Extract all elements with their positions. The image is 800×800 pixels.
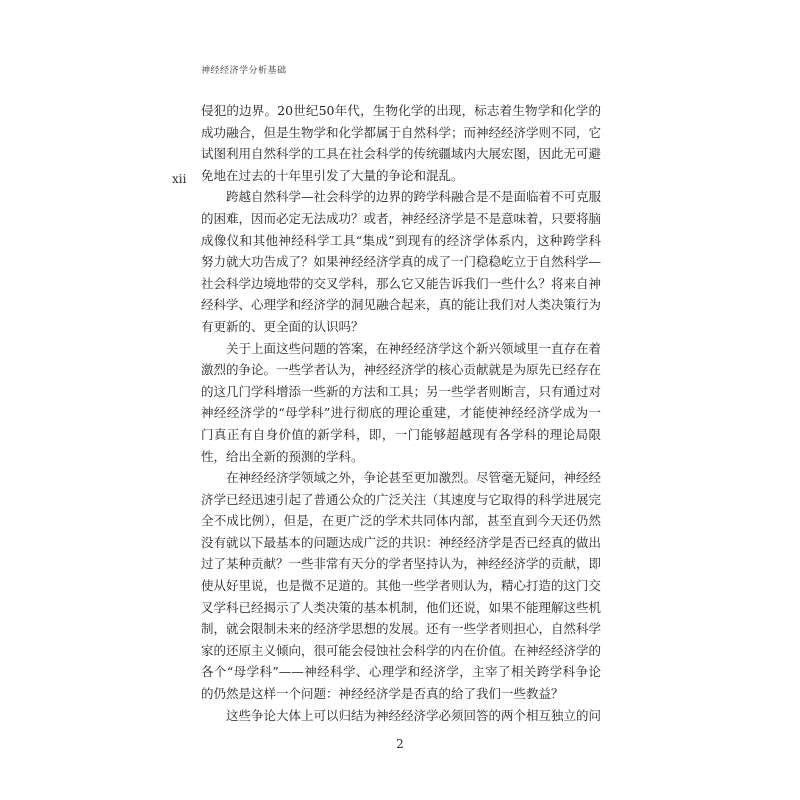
paragraph-3: 关于上面这些问题的答案，在神经经济学这个新兴领域里一直存在着激烈的争论。一些学者认为，神经经济学的核心贡献就是为原先已经存在的这几门学科增添一些新的方法和工具；另一些学者则断言，只有通过对神经经济学的“母学科”进行彻底的理论重建，才能使神经经济学成为一门真正有自身价值的新学科，即，一门能够超越现有各学科的理论局限性，给出全新的预测的学科。: [201, 340, 602, 464]
running-header: 神经经济学分析基础: [201, 66, 287, 76]
paragraph-2: 跨越自然科学—社会科学的边界的跨学科融合是不是面临着不可克服的困难，因而必定无法成功？或者，神经经济学是不是意味着，只要将脑成像仪和其他神经科学工具“集成”到现有的经济学体系内，这种跨学科努力就大功告成了？如果神经经济学真的成了一门稳稳屹立于自然科学—社会科学边境地带的交叉学科，那么它又能告诉我们一些什么？将来自神经科学、心理学和经济学的洞见融合起来，真的能让我们对人类决策行为有更新的、更全面的认识吗？: [201, 189, 602, 334]
body-text: [201, 100, 601, 726]
paragraph-5: 这些争论大体上可以归结为神经经济学必须回答的两个相互独立的问: [226, 707, 602, 723]
margin-page-number: xii: [172, 172, 187, 186]
paragraph-4: 在神经经济学领域之外，争论甚至更加激烈。尽管毫无疑问，神经经济学已经迅速引起了普通公众的广泛关注（其速度与它取得的科学进展完全不成比例），但是，在更广泛的学术共同体内部，甚至直到今天还仍然没有就以下最基本的问题达成广泛的共识：神经经济学是否已经真的做出过了某种贡献？一些非常有天分的学者坚持认为，神经经济学的贡献，即使从好里说，也是微不足道的。其他一些学者则认为，精心打造的这门交叉学科已经揭示了人类决策的基本机制，他们还说，如果不能理解这些机制，就会限制未来的经济学思想的发展。还有一些学者则担心，自然科学家的还原主义倾向，很可能会侵蚀社会科学的内在价值。在神经经济学的各个“母学科”——神经科学、心理学和经济学，主宰了相关跨学科争论的仍然是这样一个问题：神经经济学是否真的给了我们一些教益？: [201, 470, 602, 702]
paragraph-1: 侵犯的边界。20世纪50年代，生物化学的出现，标志着生物学和化学的成功融合，但是生物学和化学都属于自然科学；而神经经济学则不同，它试图利用自然科学的工具在社会科学的传统疆域内大展宏图，因此无可避免地在过去的十年里引发了大量的争论和混乱。: [201, 103, 602, 183]
page-number: 2: [396, 737, 404, 751]
